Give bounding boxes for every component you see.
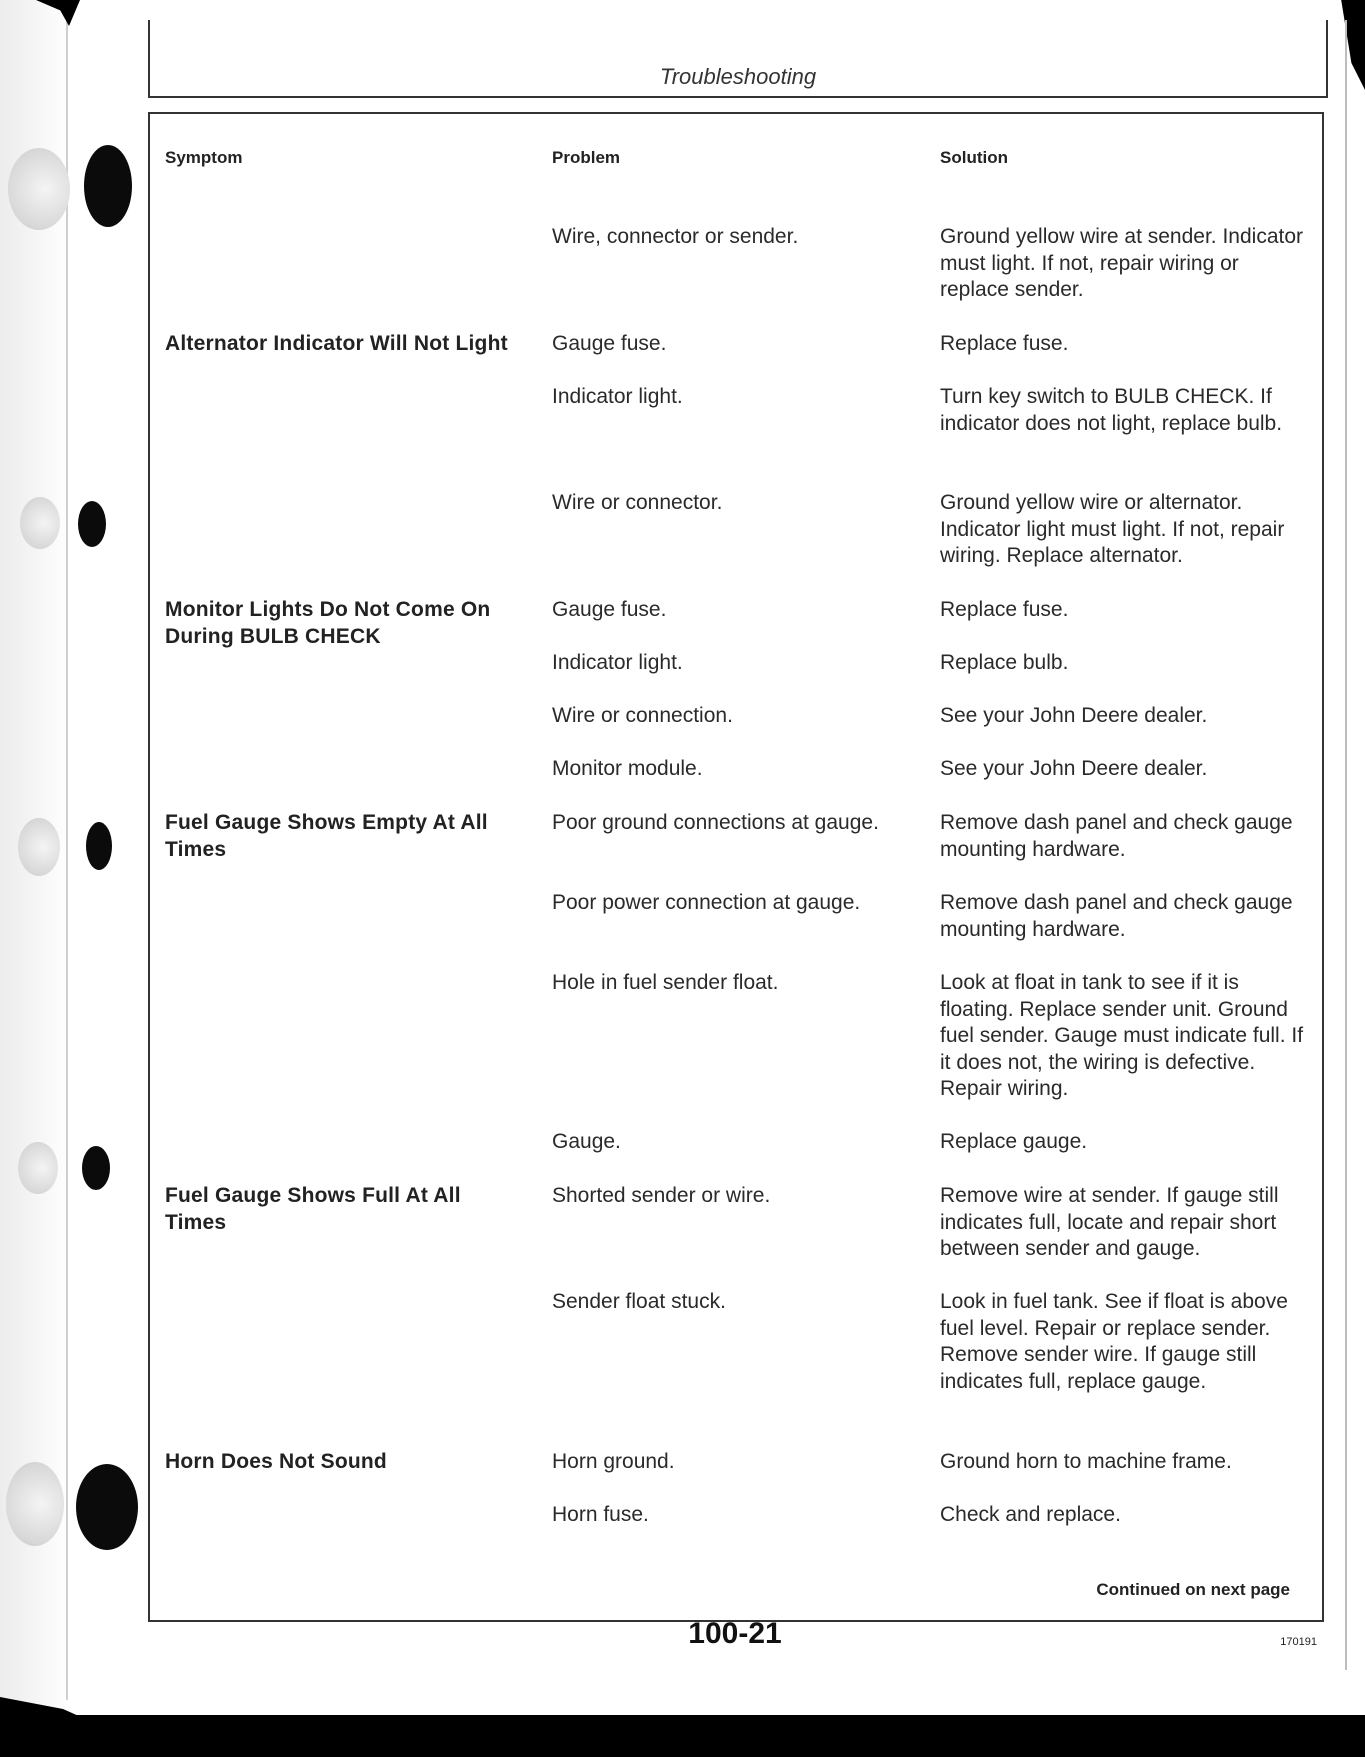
problem-cell: Sender float stuck.	[552, 1290, 726, 1313]
problem-cell: Wire, connector or sender.	[552, 225, 799, 248]
solution-cell: Replace gauge.	[940, 1130, 1088, 1153]
solution-cell: Turn key switch to BULB CHECK. If indicator does not light, replace bulb.	[940, 385, 1283, 435]
header-frame	[148, 20, 1328, 98]
problem-cell: Poor ground connections at gauge.	[552, 811, 879, 834]
document-code: 170191	[1280, 1636, 1317, 1648]
problem-cell: Horn fuse.	[552, 1503, 649, 1526]
solution-cell: Replace fuse.	[940, 332, 1069, 355]
solution-cell: See your John Deere dealer.	[940, 757, 1208, 780]
solution-cell: Remove wire at sender. If gauge still indicates full, locate and repair short between sender and gauge.	[940, 1184, 1279, 1260]
solution-cell: Look in fuel tank. See if float is above fuel level. Repair or replace sender. Remove sender wire. If gauge still indicates full, replace gauge.	[940, 1290, 1288, 1393]
column-header-problem: Problem	[552, 148, 621, 167]
symptom-cell: Horn Does Not Sound	[165, 1450, 387, 1473]
problem-cell: Wire or connector.	[552, 491, 723, 514]
solution-cell: Ground yellow wire or alternator. Indicator light must light. If not, repair wiring. Replace alternator.	[940, 491, 1285, 567]
symptom-cell: Monitor Lights Do Not Come On During BULB CHECK	[165, 598, 491, 648]
solution-cell: Replace bulb.	[940, 651, 1069, 674]
page-right-edge	[1345, 20, 1347, 1670]
solution-cell: Check and replace.	[940, 1503, 1121, 1526]
problem-cell: Indicator light.	[552, 651, 683, 674]
page-number: 100-21	[688, 1617, 782, 1650]
solution-cell: Remove dash panel and check gauge mounting hardware.	[940, 891, 1293, 941]
problem-cell: Shorted sender or wire.	[552, 1184, 771, 1207]
problem-cell: Gauge.	[552, 1130, 621, 1153]
symptom-cell: Alternator Indicator Will Not Light	[165, 332, 508, 355]
problem-cell: Gauge fuse.	[552, 332, 667, 355]
problem-cell: Poor power connection at gauge.	[552, 891, 861, 914]
symptom-cell: Fuel Gauge Shows Full At All Times	[165, 1184, 461, 1234]
problem-cell: Horn ground.	[552, 1450, 675, 1473]
problem-cell: Monitor module.	[552, 757, 703, 780]
page-title: Troubleshooting	[659, 64, 817, 89]
continued-note: Continued on next page	[1096, 1580, 1290, 1599]
solution-cell: See your John Deere dealer.	[940, 704, 1208, 727]
problem-cell: Gauge fuse.	[552, 598, 667, 621]
scan-bottom-edge	[0, 1715, 1365, 1757]
solution-cell: Look at float in tank to see if it is floating. Replace sender unit. Ground fuel sender. Gauge must indicate full. If it does not, the wiring is defective. Repair wiring.	[940, 971, 1304, 1100]
problem-cell: Indicator light.	[552, 385, 683, 408]
symptom-cell: Fuel Gauge Shows Empty At All Times	[165, 811, 488, 861]
solution-cell: Ground horn to machine frame.	[940, 1450, 1232, 1473]
problem-cell: Wire or connection.	[552, 704, 733, 727]
binding-edge-line	[66, 0, 68, 1700]
problem-cell: Hole in fuel sender float.	[552, 971, 779, 994]
solution-cell: Ground yellow wire at sender. Indicator must light. If not, repair wiring or replace sender.	[940, 225, 1304, 301]
solution-cell: Remove dash panel and check gauge mounting hardware.	[940, 811, 1293, 861]
solution-cell: Replace fuse.	[940, 598, 1069, 621]
column-header-solution: Solution	[940, 148, 1008, 167]
scan-corner-top-right	[1331, 0, 1365, 90]
column-header-symptom: Symptom	[165, 148, 243, 167]
